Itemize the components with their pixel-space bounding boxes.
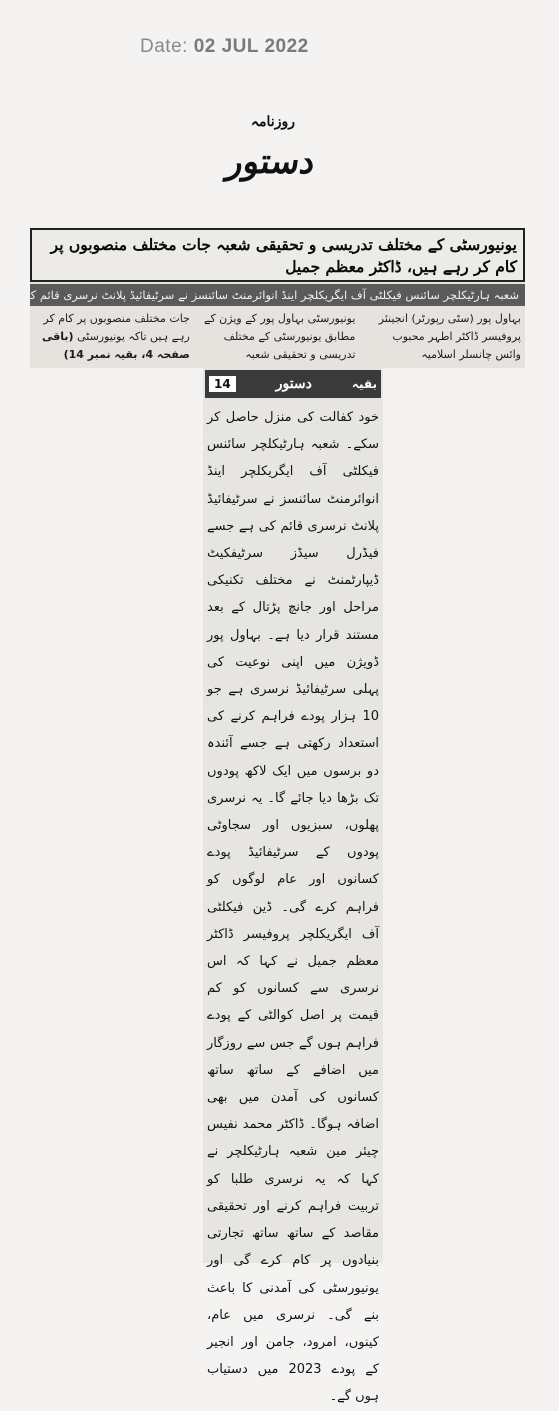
- intro-column-3: [34, 310, 190, 366]
- newspaper-masthead: [205, 108, 335, 198]
- masthead-name: دستور: [224, 142, 318, 182]
- date-value: 02 JUL 2022: [193, 36, 309, 57]
- article-body-text: خود کفالت کی منزل حاصل کر سکے۔ شعبہ ہارٹیکلچر سائنس فیکلٹی آف ایگریکلچر اینڈ انوائرمنٹ سائنسز نے سرٹیفائیڈ پلانٹ نرسری قائم کی ہے جسے فیڈرل سیڈز سرٹیفکیٹ ڈیپارٹمنٹ نے مختلف تکنیکی مراحل اور جانچ پڑتال کے بعد مستند قرار دیا ہے۔ بہاول پور ڈویژن میں اپنی نوعیت کی پہلی سرٹیفائیڈ نرسری ہے جو 10 ہزار پودے فراہم کرنے کی استعداد رکھتی ہے جسے آئندہ دو برسوں میں ایک لاکھ پودوں تک بڑھا دیا جائے گا۔ یہ نرسری پھلوں، سبزیوں اور سجاوٹی پودوں کے سرٹیفائیڈ پودے کسانوں اور عام لوگوں کو فراہم کرے گی۔ ڈین فیکلٹی آف ایگریکلچر پروفیسر ڈاکٹر معظم جمیل نے کہا کہ اس نرسری سے کسانوں کو کم قیمت پر اصل کوالٹی کے پودے فراہم ہوں گے جس سے روزگار میں اضافے کے ساتھ ساتھ کسانوں کی آمدن میں بھی اضافہ ہوگا۔ ڈاکٹر محمد نفیس چیئر مین شعبہ ہارٹیکلچر نے کہا کہ یہ نرسری طلبا کو تربیت فراہم کرنے اور تحقیقی مقاصد کے ساتھ ساتھ تجارتی بنیادوں پر کام کرے گی اور یونیورسٹی کی آمدنی کا باعث بنے گی۔ نرسری میں عام، کینوں، امرود، جامن اور انجیر کے پودے 2023 میں دستیاب ہوں گے۔: [207, 410, 379, 1405]
- date-stamp: [140, 36, 309, 58]
- article-intro: [30, 310, 525, 366]
- intro-column-3-text: جات مختلف منصوبوں پر کام کر رہے ہیں تاکہ یونیورسٹی: [43, 312, 190, 343]
- article-body: [207, 404, 379, 1405]
- continuation-paper: دستور: [275, 376, 312, 392]
- article-subhead: شعبہ ہارٹیکلچر سائنس فیکلٹی آف ایگریکلچر اینڈ انوائرمنٹ سائنسز نے سرٹیفائیڈ پلانٹ نرسری قائم کی ہے: [30, 284, 525, 306]
- article-continuation: [203, 368, 383, 1405]
- date-label: Date:: [140, 36, 188, 57]
- masthead-tag: روزنامہ: [250, 114, 295, 130]
- continuation-jump: (باقی صفحہ 4، بقیہ نمبر 14): [41, 330, 190, 361]
- intro-column-2: یونیورسٹی بہاول پور کے ویژن کے مطابق یونیورسٹی کے مختلف تدریسی و تحقیقی شعبہ: [204, 312, 356, 361]
- article-headline: یونیورسٹی کے مختلف تدریسی و تحقیقی شعبہ جات مختلف منصوبوں پر کام کر رہے ہیں، ڈاکٹر معظم جمیل: [30, 228, 525, 282]
- clipping-header: [3, 228, 525, 368]
- continuation-bar: [205, 370, 381, 398]
- continuation-label: بقیہ: [351, 377, 377, 391]
- intro-column-1: بہاول پور (سٹی رپورٹر) انجینئر پروفیسر ڈاکٹر اطہر محبوب وائس چانسلر اسلامیہ: [378, 312, 521, 361]
- continuation-number: 14: [209, 376, 236, 392]
